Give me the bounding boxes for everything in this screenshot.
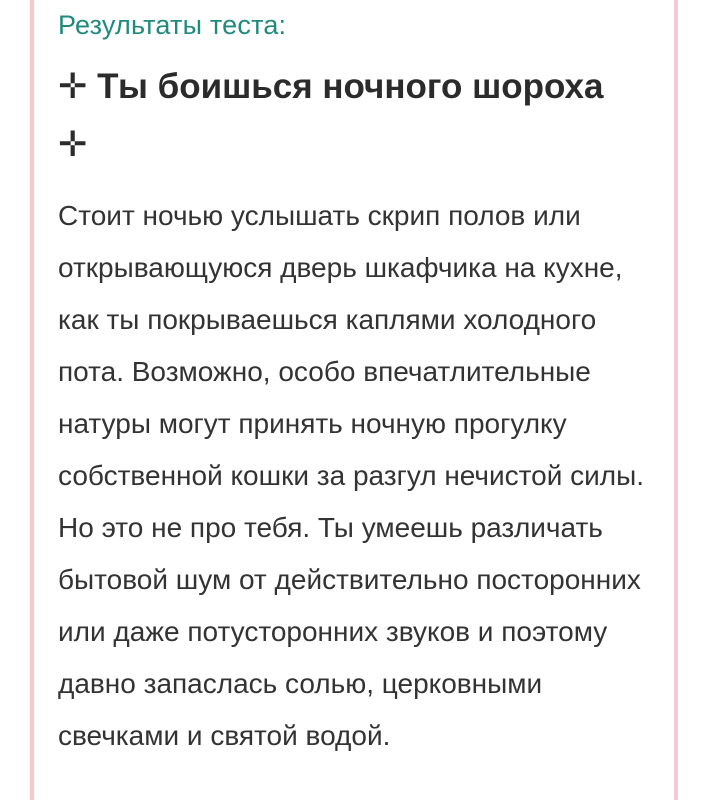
cross-icon: ✛ [58, 125, 88, 164]
cross-icon: ✛ [58, 67, 88, 106]
test-result-card [34, 0, 674, 800]
result-title-text: Ты боишься ночного шороха [97, 67, 604, 106]
result-title [58, 58, 638, 174]
results-label: Результаты теста: [58, 10, 287, 40]
card-right-border [674, 0, 678, 800]
result-description: Стоит ночью услышать скрип полов или открывающуюся дверь шкафчика на кухне, как ты покрываешься каплями холодного пота. Возможно, особо впечатлительные натуры могут принять ночную прогулку собственной кошки за разгул нечистой силы. Но это не про тебя. Ты умеешь различать бытовой шум от действительно посторонних или даже потусторонних звуков и поэтому давно запаслась солью, церковными свечками и святой водой. [58, 200, 645, 751]
